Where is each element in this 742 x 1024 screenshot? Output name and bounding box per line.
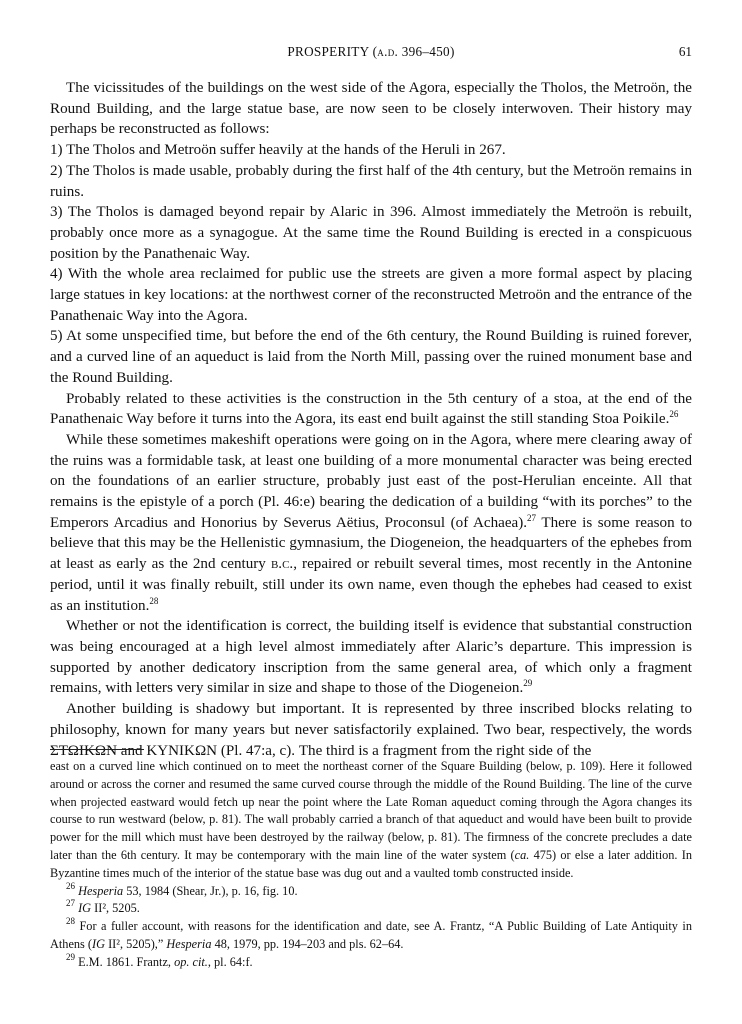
footnote-27-ref: IG — [78, 901, 92, 916]
footnote-continued — [50, 758, 692, 883]
footnote-28-journal: Hesperia — [166, 936, 212, 951]
paragraph-2-text: Probably related to these activities is the construction in the 5th century of a stoa, at the end of the Panathenaic Way before it turns into the Agora, its east end built against the still standing Stoa Poikile. — [50, 390, 692, 428]
paragraph-5: Another building is shadowy but important. It is represented by three inscribed blocks relating to philosophy, known for many years but never satisfactorily explained. Two bear, respectively, the words ΣΤΩΙΚΩΝ and ΚΥΝΙΚΩΝ (Pl. 47:a, c). The third is a fragment from the right side of the — [50, 701, 692, 759]
footnote-29-opcit: op. cit. — [174, 954, 208, 969]
running-head-dates: 396–450) — [398, 44, 455, 59]
footnote-continued-end: 475) or else a later addition. In Byzantine times much of the interior of the statue base was dug out and a vaulted tomb constructed inside. — [50, 847, 692, 880]
list-item-1: 1) The Tholos and Metroön suffer heavily at the hands of the Heruli in 267. — [50, 142, 506, 159]
footnote-26-journal: Hesperia — [78, 883, 124, 898]
paragraph-3 — [50, 430, 692, 616]
footnote-27-number: 27 — [66, 898, 75, 909]
paragraph-2 — [50, 389, 692, 430]
paragraph-4-text: Whether or not the identification is correct, the building itself is evidence that substantial construction was being encouraged at a high level almost immediately after Alaric’s departure. This impression is supported by another dedicatory inscription from the same general area, of which only a fragment remains, with letters very similar in size and shape to those of the Diogeneion. — [50, 618, 692, 697]
footnote-28-text-b: II², 5205),” — [105, 936, 167, 951]
footnote-29-text-a: E.M. 1861. Frantz, — [75, 954, 175, 969]
era-bc: b.c. — [270, 556, 294, 573]
running-head — [50, 44, 692, 60]
list-item-3: 3) The Tholos is damaged beyond repair by Alaric in 396. Almost immediately the Metroön is rebuilt, probably once more as a synagogue. At the same time the Round Building is erected in a conspicuous position by the Panathenaic Way. — [50, 204, 692, 262]
footnote-29 — [50, 951, 692, 972]
footnote-ref-26[interactable]: 26 — [669, 409, 679, 420]
footnote-28-number: 28 — [66, 916, 75, 927]
paragraph-4 — [50, 616, 692, 699]
list-item-2: 2) The Tholos is made usable, probably during the first half of the 4th century, but the Metroön remains in ruins. — [50, 162, 692, 200]
footnote-29-text-b: , pl. 64:f. — [207, 954, 253, 969]
list-item-5: 5) At some unspecified time, but before the end of the 6th century, the Round Building is ruined forever, and a curved line of an aqueduct is laid from the North Mill, passing over the ruined monument base and the Round Building. — [50, 328, 692, 386]
running-head-title: PROSPERITY ( — [287, 44, 378, 59]
footnote-28-text-a: For a fuller account, with reasons for the identification and date, see A. Frantz, “A Public Building of Late Antiquity in Athens ( — [50, 919, 692, 951]
footnote-26-number: 26 — [66, 880, 75, 891]
footnote-28 — [50, 918, 692, 954]
footnotes — [50, 758, 692, 972]
footnote-continued-text: east on a curved line which continued on to meet the northeast corner of the Square Building (below, p. 109). Here it followed around or across the corner and resumed the same curved course through the middle of the Round Building. The line of the curve when projected eastward would fetch up near the point where the Late Roman aqueduct coming through the Agora changes its course to run westward (below, p. 81). The wall probably carried a branch of that aqueduct and would have been built to provide power for the mill which must have been destroyed by the railway (below, p. 81). The firmness of the concrete precludes a date later than the 6th century. It may be contemporary with the main line of the water system ( — [50, 759, 692, 862]
footnote-ref-28[interactable]: 28 — [149, 595, 159, 606]
paragraph-3-text-b: There is some reason to believe that this may be the Hellenistic gymnasium, the Diogeneion, the headquarters of the ephebes from at least as early as the 2nd century — [50, 514, 692, 573]
footnote-ref-27[interactable]: 27 — [527, 512, 537, 523]
footnote-27 — [50, 900, 692, 918]
footnote-29-number: 29 — [66, 951, 75, 962]
footnote-27-text: II², 5205. — [91, 901, 140, 916]
page-header — [50, 44, 692, 64]
footnote-26-text: 53, 1984 (Shear, Jr.), p. 16, fig. 10. — [123, 883, 298, 898]
paragraph-3-text-a: While these sometimes makeshift operations were going on in the Agora, where mere clearing away of the ruins was a formidable task, at least one building of a more monumental character was being erected on the foundations of an earlier structure, probably just east of the post-Herulian enceinte. All that remains is the epistyle of a porch (Pl. 46:e) bearing the dedication of a building “with its porches” to the Emperors Arcadius and Honorius by Severus Aëtius, Proconsul (of Achaea). — [50, 431, 692, 531]
page-number: 61 — [678, 44, 692, 59]
footnote-28-ref: IG — [92, 936, 105, 951]
footnote-28-text-c: 48, 1979, pp. 194–203 and pls. 62–64. — [211, 936, 404, 951]
footnote-divider — [50, 749, 144, 750]
main-text — [50, 78, 692, 761]
footnote-26 — [50, 880, 692, 901]
footnote-ref-29[interactable]: 29 — [523, 678, 533, 689]
paragraph-1: The vicissitudes of the buildings on the west side of the Agora, especially the Tholos, the Metroön, the Round Building, and the large statue base, are now seen to be closely interwoven. Their history may perhaps be reconstructed as follows: — [50, 80, 692, 138]
running-head-era: a.d. — [377, 44, 399, 59]
footnote-continued-ca: ca. — [514, 847, 530, 862]
paragraph-3-text-c: , repaired or rebuilt several times, most recently in the Antonine period, until it was finally rebuilt, still under its own name, even though the ephebes had ceased to exist as an institution. — [50, 556, 692, 614]
list-item-4: 4) With the whole area reclaimed for public use the streets are given a more formal aspect by placing large statues in key locations: at the northwest corner of the reconstructed Metroön and the entrance of the Panathenaic Way into the Agora. — [50, 266, 692, 324]
